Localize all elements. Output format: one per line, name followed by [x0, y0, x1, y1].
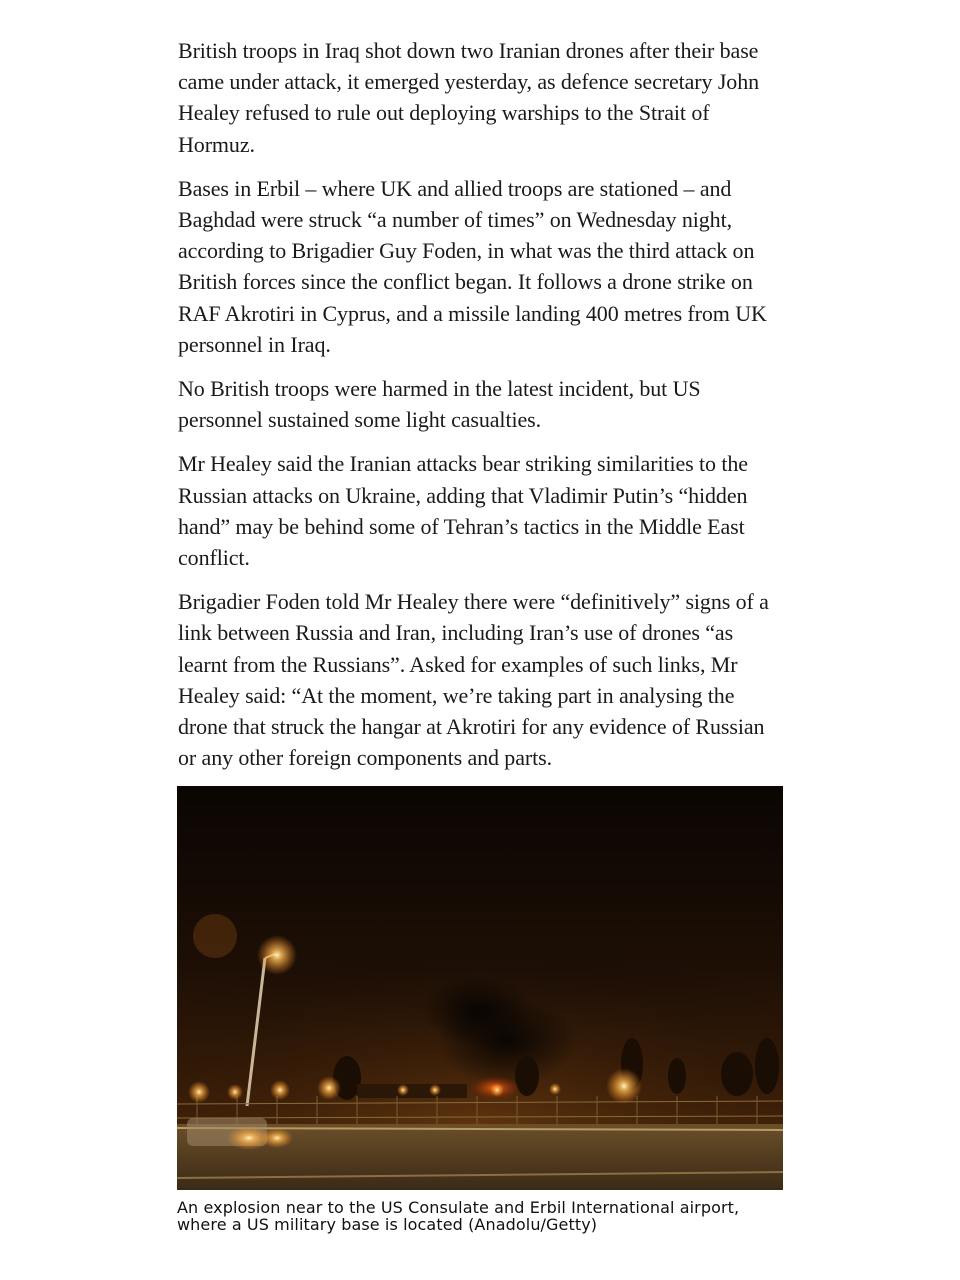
- distant-light: [317, 1076, 341, 1100]
- smoke-plume-upper: [422, 976, 532, 1046]
- blurred-light: [193, 914, 237, 958]
- photo-caption: An explosion near to the US Consulate and Erbil International airport, where a US military base is located (Anadolu/Getty): [177, 1198, 740, 1234]
- article-figure: [177, 786, 783, 1233]
- distant-light: [227, 1084, 243, 1100]
- street-light-glow: [257, 935, 297, 975]
- distant-light: [549, 1083, 561, 1095]
- article-body: [178, 35, 783, 786]
- article-paragraph: British troops in Iraq shot down two Iranian drones after their base came under attack, it emerged yesterday, as defence secretary John Healey refused to rule out deploying warships to the Strait of Hormuz.: [178, 38, 759, 157]
- article-paragraph: No British troops were harmed in the latest incident, but US personnel sustained some light casualties.: [178, 376, 701, 433]
- distant-building: [357, 1084, 467, 1098]
- distant-light: [606, 1068, 642, 1104]
- article-paragraph: Brigadier Foden told Mr Healey there were “definitively” signs of a link between Russia and Iran, including Iran’s use of drones “as learnt from the Russians”. Asked for examples of such links, Mr Healey said: “At the moment, we’re taking part in analysing the drone that struck the hangar at Akrotiri for any evidence of Russian or any other foreign components and parts.: [178, 589, 769, 771]
- news-photo[interactable]: [177, 786, 783, 1190]
- distant-light: [188, 1081, 210, 1103]
- distant-light: [429, 1084, 441, 1096]
- distant-light: [397, 1084, 409, 1096]
- distant-light: [490, 1083, 504, 1097]
- distant-light: [270, 1080, 290, 1100]
- article-paragraph: Bases in Erbil – where UK and allied troops are stationed – and Baghdad were struck “a number of times” on Wednesday night, according to Brigadier Guy Foden, in what was the third attack on British forces since the conflict began. It follows a drone strike on RAF Akrotiri in Cyprus, and a missile landing 400 metres from UK personnel in Iraq.: [178, 175, 767, 357]
- article-paragraph: Mr Healey said the Iranian attacks bear striking similarities to the Russian attacks on Ukraine, adding that Vladimir Putin’s “hidden hand” may be behind some of Tehran’s tactics in the Middle East conflict.: [178, 451, 748, 571]
